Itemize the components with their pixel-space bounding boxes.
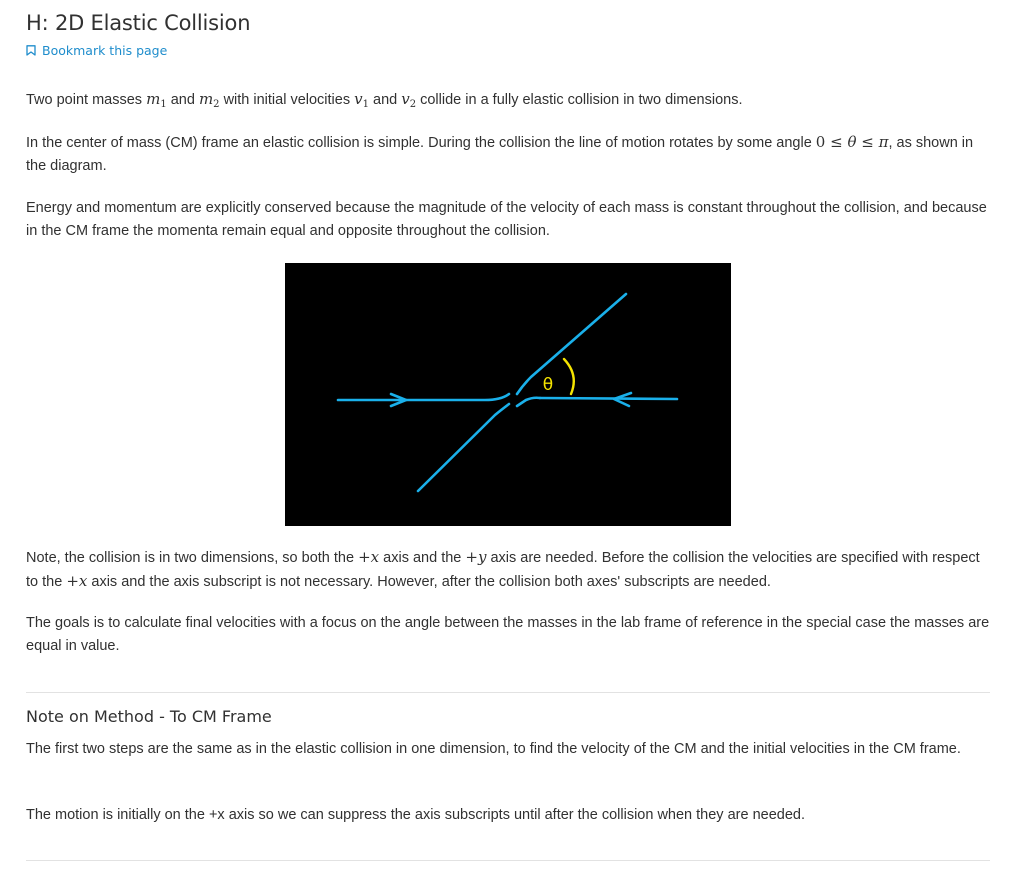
goals-paragraph: The goals is to calculate final velocities with a focus on the angle between the masses in the lab frame of reference in the special case the masses are equal in value. [26,615,990,654]
incoming-line-right [517,398,540,406]
bookmark-link[interactable] [26,43,167,58]
method-steps-paragraph: The first two steps are the same as in the elastic collision in one dimension, to find the velocity of the CM and the initial velocities in the CM frame. [26,741,961,757]
bookmark-label: Bookmark this page [42,43,168,58]
angle-arc [564,359,574,394]
incoming-line-left [338,394,509,400]
bottom-divider [26,860,990,861]
rotated-line-upper [517,294,626,394]
section-divider [26,692,990,693]
conservation-paragraph: Energy and momentum are explicitly conserved because the magnitude of the velocity of each mass is constant throughout the collision, and because in the CM frame the momenta remain equal and opposite throughout the collision. [26,200,987,239]
page-title: H: 2D Elastic Collision [26,11,251,35]
method-axis-paragraph: The motion is initially on the +x axis so we can suppress the axis subscripts until after the collision when they are needed. [26,807,805,823]
intro-paragraph: Two point masses $m_1$ and $m_2$ with initial velocities $v_1$ and $v_2$ collide in a fully elastic collision in two dimensions. [26,90,743,110]
rotated-line-lower [418,404,509,491]
collision-diagram [285,263,731,526]
cm-frame-paragraph: In the center of mass (CM) frame an elastic collision is simple. During the collision the line of motion rotates by some angle 0 ≤ θ ≤ π, as shown in the diagram. [26,133,974,174]
bookmark-icon [26,45,36,56]
incoming-line-right-tail [540,398,677,399]
method-heading: Note on Method - To CM Frame [26,707,272,726]
angle-label: θ [542,375,554,395]
note-dimensions-paragraph: Note, the collision is in two dimensions, so both the +x axis and the +y axis are needed. Before the collision the velocities are specified with respect to the +x axis and the axis subscript is not necessary. However, after the collision both axes' subscripts are needed. [26,548,980,590]
